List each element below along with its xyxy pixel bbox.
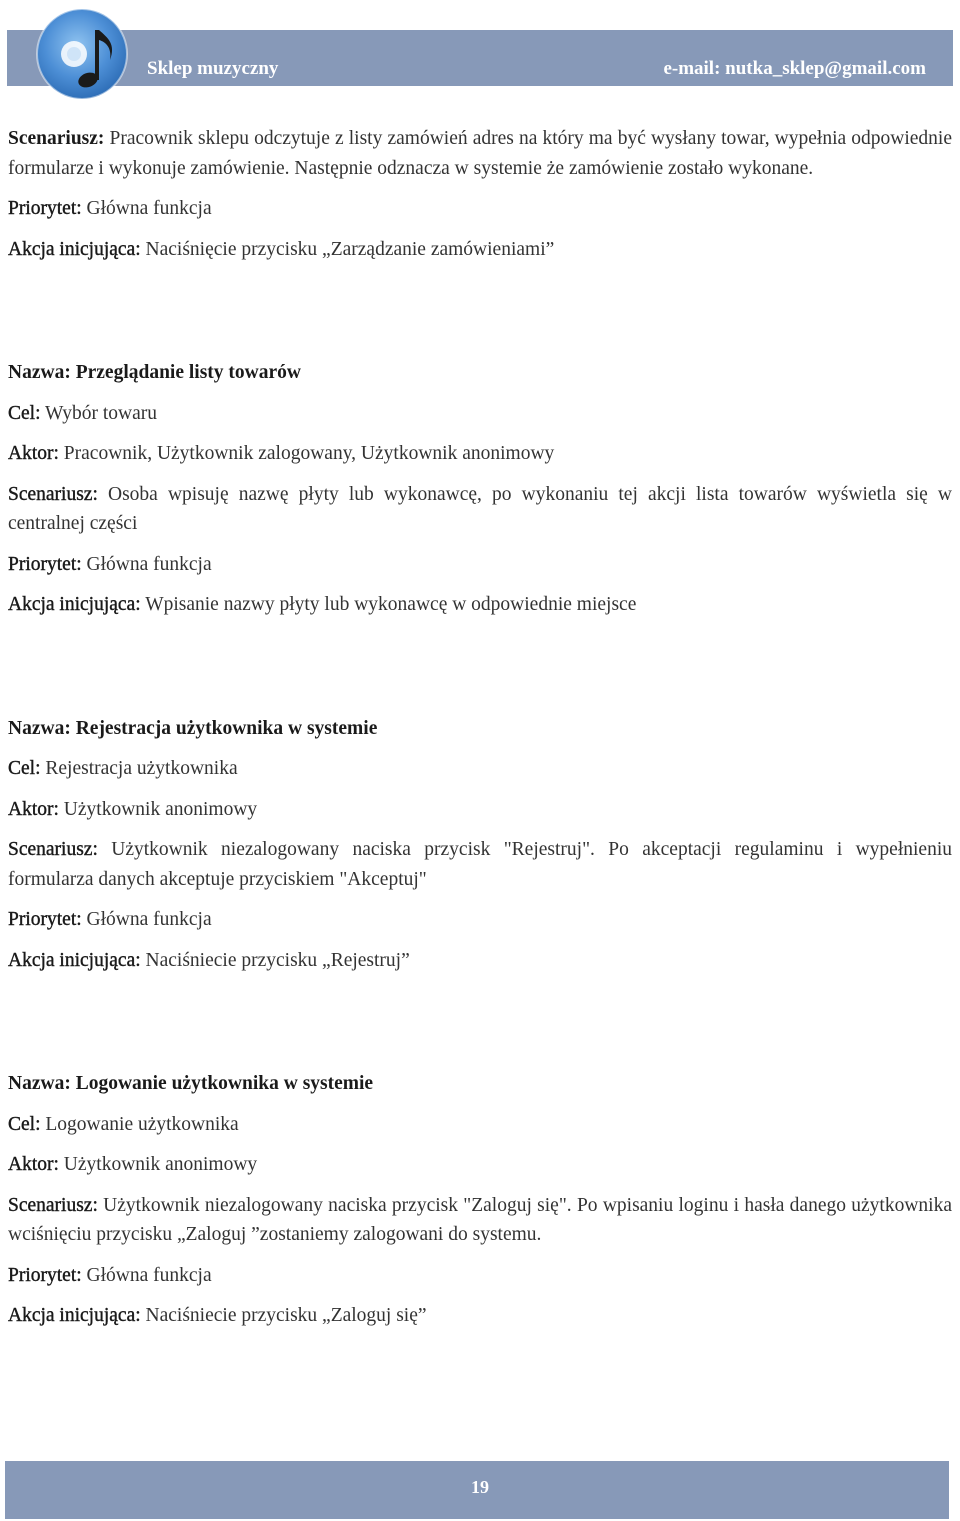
use-case-name [8,714,952,744]
use-case-action [8,1301,952,1331]
use-case-actor [8,1150,952,1180]
use-case-scenario [8,835,952,894]
use-case-actor [8,795,952,825]
priority-text: Główna funkcja [86,1264,212,1286]
name-text: Przeglądanie listy towarów [75,362,301,383]
priority-text: Główna funkcja [86,909,212,930]
name-label: Nazwa: [8,362,71,383]
priority-label: Priorytet: [8,553,82,575]
use-case-actor [8,439,952,469]
goal-text: Wybór towaru [45,402,158,424]
top-action [8,235,952,265]
use-case-priority [8,550,952,580]
top-priority [8,194,952,224]
goal-text: Rejestracja użytkownika [45,758,238,779]
actor-text: Pracownik, Użytkownik zalogowany, Użytkownik anonimowy [63,443,555,464]
actor-text: Użytkownik anonimowy [63,1154,258,1175]
use-case-scenario [8,1191,952,1250]
goal-label: Cel: [8,1113,41,1135]
priority-text: Główna funkcja [86,198,212,219]
action-label: Akcja inicjująca: [8,1305,141,1326]
scenario-label: Scenariusz: [8,839,98,860]
priority-label: Priorytet: [8,198,82,219]
shop-name: Sklep muzyczny [147,58,279,79]
name-label: Nazwa: [8,1073,71,1094]
action-label: Akcja inicjująca: [8,594,141,615]
actor-label: Aktor: [8,798,59,820]
shop-email: e-mail: nutka_sklep@gmail.com [663,58,926,79]
use-case-priority [8,905,952,935]
action-text: Naciśniecie przycisku „Rejestruj” [145,949,410,971]
name-text: Logowanie użytkownika w systemie [75,1073,374,1094]
action-text: Naciśnięcie przycisku „Zarządzanie zamówieniami” [145,238,555,260]
scenario-label: Scenariusz: [8,483,98,505]
scenario-text: Użytkownik niezalogowany naciska przycisk "Zaloguj się". Po wpisaniu loginu i hasła danego użytkownika wciśnięciu przycisku „Zaloguj ”zostaniemy zalogowani do systemu. [8,1194,952,1245]
music-note-logo-icon [36,8,132,104]
use-case-goal [8,1110,952,1140]
priority-label: Priorytet: [8,1264,82,1286]
actor-label: Aktor: [8,1154,59,1175]
use-case-goal [8,399,952,429]
scenario-label: Scenariusz: [8,1194,98,1216]
scenario-text: Pracownik sklepu odczytuje z listy zamówień adres na który ma być wysłany towar, wypełnia odpowiednie formularze i wykonuje zamówienie. Następnie odznacza w systemie że zamówienie zostało wykonane. [8,128,953,179]
name-label: Nazwa: [8,717,71,739]
page-number: 19 [471,1477,489,1497]
scenario-label: Scenariusz: [8,128,105,149]
action-label: Akcja inicjująca: [8,949,141,971]
scenario-text: Użytkownik niezalogowany naciska przycisk "Rejestruj". Po akceptacji regulaminu i wypełnieniu formularza danych akceptuje przyciskiem "Akceptuj" [8,839,952,890]
priority-text: Główna funkcja [86,553,212,575]
goal-text: Logowanie użytkownika [45,1113,239,1135]
goal-label: Cel: [8,758,41,779]
goal-label: Cel: [8,402,41,424]
actor-text: Użytkownik anonimowy [63,798,258,820]
use-case-goal [8,754,952,784]
use-case-name [8,358,952,388]
action-text: Naciśniecie przycisku „Zaloguj się” [145,1305,427,1326]
use-case-name [8,1069,952,1099]
top-scenario [8,124,952,183]
name-text: Rejestracja użytkownika w systemie [75,717,378,739]
document-body [8,124,952,1342]
use-case-priority [8,1261,952,1291]
use-case-scenario [8,480,952,539]
actor-label: Aktor: [8,443,59,464]
use-case-action [8,590,952,620]
action-text: Wpisanie nazwy płyty lub wykonawcę w odpowiednie miejsce [145,594,637,615]
priority-label: Priorytet: [8,909,82,930]
use-case-action [8,946,952,976]
action-label: Akcja inicjująca: [8,238,141,260]
scenario-text: Osoba wpisuję nazwę płyty lub wykonawcę, po wykonaniu tej akcji lista towarów wyświetla się w centralnej części [8,483,953,534]
shop-name-nutka: “Nutka” [150,84,220,105]
